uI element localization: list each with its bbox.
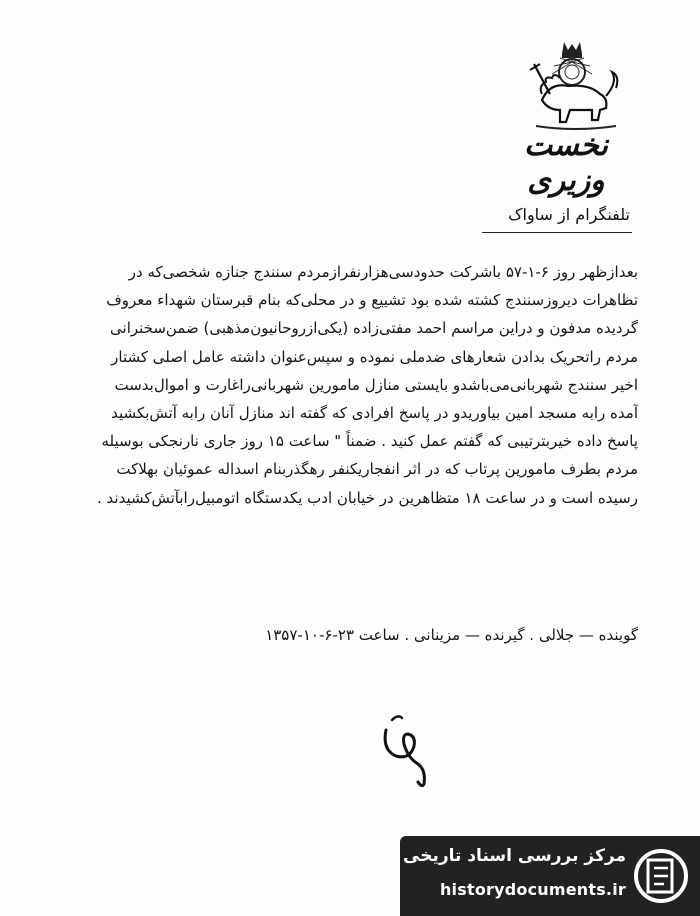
body-line: رسیده است و در ساعت ۱۸ متظاهرین در خیابان ادب یکدستگاه اتومبیل‌رابآتش‌کشیدند .	[97, 488, 638, 507]
signoff-line: گوینده — جلالی . گیرنده — مزینانی . ساعت ۲۳-۶-۱۰-۱۳۵۷	[265, 626, 638, 644]
archive-watermark	[400, 836, 700, 916]
body-line: بعدازظهر روز ۶-۱-۵۷ باشرکت حدودسی‌هزارنفرازمردم سنندج جنازه شخصی‌که در	[128, 263, 638, 281]
body-line: پاسخ داده خیربترتیبی که گفتم عمل کنید . ضمناً " ساعت ۱۵ روز جاری نارنجکی بوسیله	[101, 432, 638, 451]
body-line: اخیر سنندج شهربانی‌می‌باشدو بایستی منازل مامورین شهربانی‌راغارت و اموال‌بدست	[114, 375, 638, 394]
archive-logo-icon	[634, 848, 688, 904]
ministry-title: نخست وزیری	[524, 128, 608, 198]
heading-underline	[482, 232, 632, 233]
body-line: گردیده مدفون و دراین مراسم احمد مفتی‌زاده (یکی‌ازروحانیون‌مذهبی) ضمن‌سخنرانی	[110, 319, 638, 338]
body-line: تظاهرات دیروزسنندج کشته شده بود تشییع و در محلی‌که بنام قبرستان شهداء معروف	[106, 291, 638, 310]
body-line: آمده رابه مسجد امین بیاوریدو در پاسخ افرادی که گفته اند منازل آنان رابه آتش‌بکشید	[111, 403, 638, 422]
archive-title: مرکز بررسی اسناد تاریخی	[403, 846, 626, 866]
handwritten-signature-icon	[378, 708, 438, 788]
telegram-body	[38, 258, 638, 512]
lion-and-sun-emblem-icon	[520, 38, 630, 133]
body-line: مردم راتحریک بدادن شعارهای ضدملی نموده و سپس‌عنوان داشته عامل اصلی کشتار	[111, 347, 638, 366]
body-line: مردم بطرف مامورین پرتاب که در اثر انفجاریکنفر رهگذربنام اسداله عموئیان بهلاکت	[116, 460, 638, 479]
telegram-heading: تلفنگرام از ساواک	[508, 205, 630, 224]
archive-url[interactable]: historydocuments.ir	[439, 880, 626, 899]
